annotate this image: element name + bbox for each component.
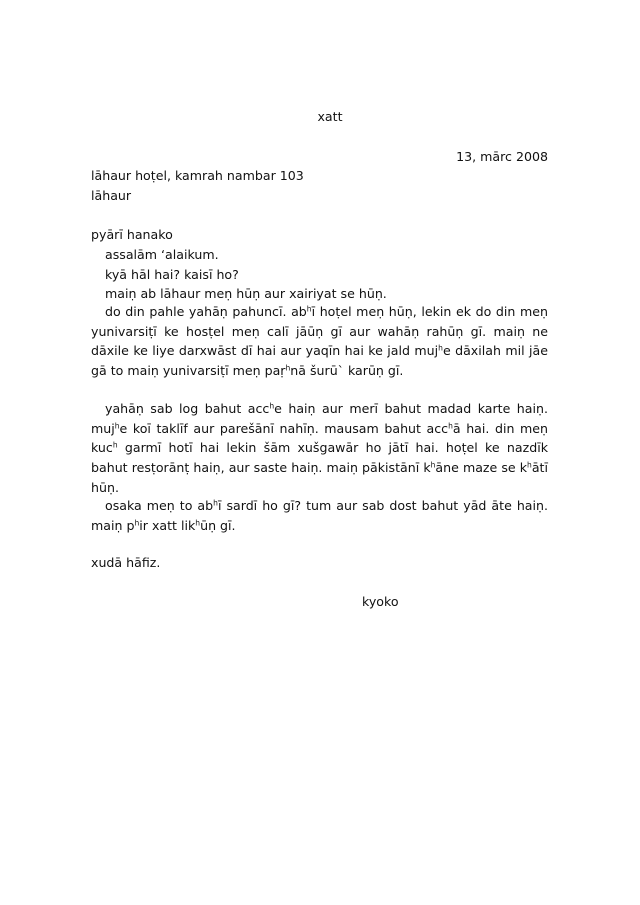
letter-title: xatt <box>317 109 343 124</box>
body-paragraph-2: yahāṇ sab log bahut acc$^h$e haiṇ aur merī bahut madad karte haiṇ. muj$^h$e koī taklīf aur parešānī nahīṇ. mausam bahut acc$^h$ā hai. din meṇ kuc$^h$ garmī hotī hai lekin šām xušgawār ho jātī hai. hoṭel ke nazdīk bahut resṭorānṭ haiṇ, aur saste haiṇ. maiṇ pākistānī $k^hāne$ maze se $k^hātī$ hūṇ. <box>91 401 548 495</box>
closing: xudā hāfiz. <box>91 555 161 570</box>
letter-date: 13, mārc 2008 <box>456 149 548 164</box>
signature: kyoko <box>362 594 399 609</box>
body-paragraph-3: osaka meṇ to $ab^hī$ sardī ho gī? tum aur sab dost bahut yād āte haiṇ. maiṇ $p^hir$ xatt lik$^h$ūṇ gī. <box>91 498 549 533</box>
body-paragraph-1: do din pahle yahāṇ pahuncī. $ab^hī$ hoṭel meṇ hūṇ, lekin ek do din meṇ yunivarsiṭī ke hosṭel meṇ calī jāūṇ gī aur wahāṇ rahūṇ gī. maiṇ ne dāxile ke liye darxwāst dī hai aur yaqīn hai ke jald muj$^h$e dāxilah mil jāe gā to maiṇ yunivarsiṭī meṇ paṛ$^h$nā šurū` karūṇ gī. <box>91 304 548 379</box>
greeting-line-3: maiṇ ab lāhaur meṇ hūṇ aur xairiyat se hūṇ. <box>105 286 387 301</box>
salutation: pyārī hanako <box>91 227 173 242</box>
greeting-line-1: assalām ‘alaikum. <box>105 247 219 262</box>
greeting-line-2: kyā hāl hai? kaisī ho? <box>105 267 239 282</box>
sender-address-line-1: lāhaur hoṭel, kamrah nambar 103 <box>91 168 304 183</box>
sender-address-line-2: lāhaur <box>91 188 132 203</box>
